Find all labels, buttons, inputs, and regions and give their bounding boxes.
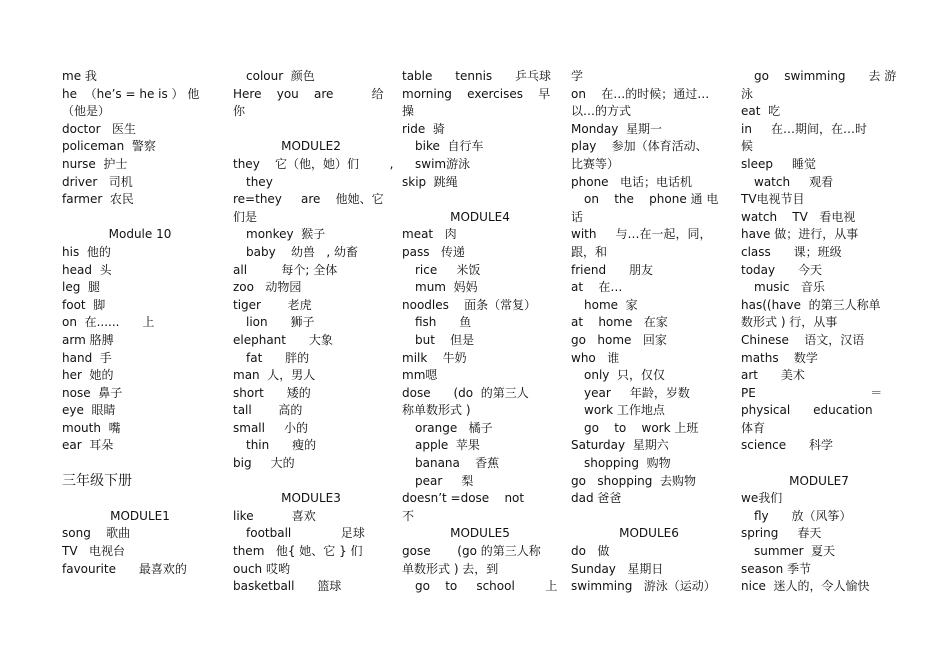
module-heading: MODULE5 bbox=[450, 526, 510, 541]
vocab-line: on 在…的时候；通过… bbox=[571, 86, 710, 101]
vocab-line: eat 吃 bbox=[741, 104, 781, 119]
vocab-line: fly 放（风筝） bbox=[754, 508, 852, 523]
vocab-line: friend 朋友 bbox=[571, 262, 653, 277]
vocab-column-1 bbox=[62, 68, 218, 578]
vocab-line: doctor 医生 bbox=[62, 121, 136, 136]
vocab-line: me 我 bbox=[62, 69, 97, 83]
vocab-line: TV 电视台 bbox=[62, 544, 125, 559]
vocab-line: banana 香蕉 bbox=[415, 456, 500, 471]
vocab-line: mum 妈妈 bbox=[415, 280, 478, 295]
vocab-line: 泳 bbox=[741, 86, 754, 101]
vocab-line: phone 电话；电话机 bbox=[571, 174, 692, 189]
vocab-line: on the phone 通 电 bbox=[584, 192, 719, 207]
vocab-line: 数形式 ) 行，从事 bbox=[741, 315, 838, 330]
vocab-line: he （he’s = he is ） 他 bbox=[62, 86, 200, 101]
vocab-line: dad 爸爸 bbox=[571, 491, 622, 506]
vocab-line: re=they are 他她、它 bbox=[233, 192, 384, 207]
vocab-line: eye 眼睛 bbox=[62, 403, 116, 418]
vocab-line: song 歌曲 bbox=[62, 526, 131, 541]
blank-line bbox=[62, 490, 218, 508]
vocab-line: pass 传递 bbox=[402, 244, 465, 259]
vocab-line: at home 在家 bbox=[571, 315, 668, 330]
vocab-line: Chinese 语文，汉语 bbox=[741, 332, 865, 347]
vocab-line: gose (go 的第三人称 bbox=[402, 544, 541, 559]
vocab-line: mouth 嘴 bbox=[62, 420, 121, 435]
vocab-line: milk 牛奶 bbox=[402, 350, 467, 365]
vocab-line: thin 瘦的 bbox=[246, 438, 317, 453]
vocab-column-2 bbox=[233, 68, 394, 596]
vocab-line: zoo 动物园 bbox=[233, 280, 302, 295]
vocab-line: spring 春天 bbox=[741, 526, 822, 541]
vocab-line: skip 跳绳 bbox=[402, 174, 458, 189]
vocab-line: year 年龄，岁数 bbox=[584, 385, 690, 400]
vocab-line: 学 bbox=[571, 69, 584, 83]
vocab-line: shopping 购物 bbox=[584, 456, 671, 471]
vocab-line: work 工作地点 bbox=[584, 403, 665, 418]
vocab-line: small 小的 bbox=[233, 420, 309, 435]
vocab-line: play 参加（体育活动、 bbox=[571, 139, 708, 154]
vocab-line: driver 司机 bbox=[62, 174, 133, 189]
vocab-line: go to work 上班 bbox=[584, 420, 699, 435]
vocab-line: man 人，男人 bbox=[233, 368, 316, 383]
vocab-line: 以…的方式 bbox=[571, 104, 632, 119]
vocab-line: at 在… bbox=[571, 280, 623, 295]
vocab-line: class 课；班级 bbox=[741, 244, 842, 259]
vocab-line: like 喜欢 bbox=[233, 508, 316, 523]
vocab-line: go home 回家 bbox=[571, 332, 667, 347]
vocab-line: leg 腿 bbox=[62, 280, 100, 295]
vocab-line: farmer 农民 bbox=[62, 192, 134, 207]
module-heading: Module 10 bbox=[108, 227, 172, 242]
vocab-line: 话 bbox=[571, 209, 584, 224]
vocab-line: watch TV 看电视 bbox=[741, 209, 856, 224]
vocab-line: nice 迷人的，令人愉快 bbox=[741, 579, 870, 594]
vocab-line: science 科学 bbox=[741, 438, 834, 453]
vocab-line: but 但是 bbox=[415, 332, 475, 347]
vocab-line: PE ＝ bbox=[741, 385, 883, 400]
vocab-line: 比赛等） bbox=[571, 156, 620, 171]
vocab-line: 候 bbox=[741, 139, 754, 154]
vocab-line: maths 数学 bbox=[741, 350, 818, 365]
vocab-line: 操 bbox=[402, 104, 415, 119]
vocab-line: big 大的 bbox=[233, 456, 295, 471]
vocab-line: on 在...... 上 bbox=[62, 315, 155, 330]
blank-line bbox=[571, 508, 727, 526]
vocab-line: tiger 老虎 bbox=[233, 297, 312, 312]
vocab-line: lion 狮子 bbox=[246, 315, 315, 330]
vocab-line: her 她的 bbox=[62, 368, 114, 383]
vocab-line: meat 肉 bbox=[402, 227, 457, 242]
vocab-line: ride 骑 bbox=[402, 121, 445, 136]
vocab-line: orange 橘子 bbox=[415, 420, 493, 435]
vocab-line: home 家 bbox=[584, 297, 638, 312]
vocab-line: nurse 护士 bbox=[62, 156, 128, 171]
vocab-line: mm嗯 bbox=[402, 368, 438, 383]
vocab-line: arm 胳膊 bbox=[62, 332, 114, 347]
blank-line bbox=[402, 191, 558, 209]
vocab-line: Sunday 星期日 bbox=[571, 561, 664, 576]
vocab-line: has((have 的第三人称单 bbox=[741, 297, 881, 312]
vocab-line: in 在…期间，在…时 bbox=[741, 121, 868, 136]
module-heading: MODULE3 bbox=[281, 491, 341, 506]
vocab-column-3 bbox=[402, 68, 558, 596]
blank-line bbox=[233, 473, 389, 491]
vocab-column-4 bbox=[571, 68, 727, 596]
vocab-line: short 矮的 bbox=[233, 385, 311, 400]
vocab-line: today 今天 bbox=[741, 262, 823, 277]
vocab-line: apple 苹果 bbox=[415, 438, 480, 453]
vocab-line: Saturday 星期六 bbox=[571, 438, 669, 453]
vocab-line: colour 颜色 bbox=[246, 69, 315, 83]
blank-line bbox=[741, 455, 897, 473]
vocab-line: （他是） bbox=[62, 104, 111, 119]
vocab-line: rice 米饭 bbox=[415, 262, 481, 277]
vocab-line: bike 自行车 bbox=[415, 139, 484, 154]
vocab-line: who 谁 bbox=[571, 350, 620, 365]
module-heading: MODULE7 bbox=[789, 473, 849, 488]
vocab-line: 不 bbox=[402, 508, 415, 523]
vocab-line: nose 鼻子 bbox=[62, 385, 123, 400]
vocab-line: them 他{ 她、它 } 们 bbox=[233, 544, 363, 559]
section-heading: 三年级下册 bbox=[62, 472, 132, 489]
vocab-line: Monday 星期一 bbox=[571, 121, 663, 136]
vocab-line: do 做 bbox=[571, 544, 610, 559]
vocab-line: go to school 上 bbox=[415, 579, 558, 594]
blank-line bbox=[233, 121, 389, 139]
vocab-line: season 季节 bbox=[741, 561, 812, 576]
vocab-line: policeman 警察 bbox=[62, 139, 156, 154]
vocab-line: have 做；进行，从事 bbox=[741, 227, 859, 242]
vocab-line: tall 高的 bbox=[233, 403, 303, 418]
vocab-line: watch 观看 bbox=[754, 174, 834, 189]
vocab-line: swimming 游泳（运动） bbox=[571, 579, 716, 594]
vocab-line: summer 夏天 bbox=[754, 544, 836, 559]
vocab-line: football 足球 bbox=[246, 526, 365, 541]
vocab-line: they 它（他，她）们 , bbox=[233, 156, 394, 171]
vocab-line: hand 手 bbox=[62, 350, 112, 365]
vocab-line: fat 胖的 bbox=[246, 350, 310, 365]
module-heading: MODULE1 bbox=[110, 508, 170, 523]
vocab-line: head 头 bbox=[62, 262, 112, 277]
vocab-line: doesn’t =dose not bbox=[402, 491, 525, 506]
vocab-line: music 音乐 bbox=[754, 280, 825, 295]
vocab-line: Here you are 给 bbox=[233, 86, 384, 101]
vocab-line: with 与…在一起，同， bbox=[571, 227, 712, 242]
vocab-line: foot 脚 bbox=[62, 297, 106, 312]
vocab-line: basketball 篮球 bbox=[233, 579, 342, 594]
vocab-line: only 只，仅仅 bbox=[584, 368, 666, 383]
vocab-line: ear 耳朵 bbox=[62, 438, 114, 453]
vocab-line: 称单数形式 ) bbox=[402, 403, 471, 418]
vocab-line: they bbox=[246, 174, 273, 189]
vocab-line: 跟，和 bbox=[571, 244, 608, 259]
vocab-line: morning exercises 早 bbox=[402, 86, 551, 101]
vocab-line: noodles 面条（常复） bbox=[402, 297, 537, 312]
vocab-line: go swimming 去 游 bbox=[754, 69, 897, 83]
module-heading: MODULE6 bbox=[619, 526, 679, 541]
vocab-line: physical education bbox=[741, 403, 873, 418]
vocab-line: baby 幼兽 , 幼畜 bbox=[246, 244, 359, 259]
vocab-line: ouch 哎哟 bbox=[233, 561, 290, 576]
vocab-line: elephant 大象 bbox=[233, 332, 333, 347]
vocab-column-5 bbox=[741, 68, 897, 596]
vocab-line: his 他的 bbox=[62, 244, 111, 259]
vocab-line: 单数形式 ) 去，到 bbox=[402, 561, 499, 576]
vocab-line: all 每个; 全体 bbox=[233, 262, 338, 277]
blank-line bbox=[62, 209, 218, 227]
module-heading: MODULE2 bbox=[281, 139, 341, 154]
vocab-line: dose (do 的第三人 bbox=[402, 385, 529, 400]
vocab-line: fish 鱼 bbox=[415, 315, 472, 330]
vocab-line: we我们 bbox=[741, 491, 783, 506]
vocab-line: sleep 睡觉 bbox=[741, 156, 817, 171]
vocab-line: TV电视节目 bbox=[741, 192, 805, 207]
vocab-line: go shopping 去购物 bbox=[571, 473, 697, 488]
vocab-line: pear 梨 bbox=[415, 473, 474, 488]
blank-line bbox=[62, 455, 218, 473]
vocab-line: monkey 猴子 bbox=[246, 227, 326, 242]
vocab-line: favourite 最喜欢的 bbox=[62, 561, 187, 576]
module-heading: MODULE4 bbox=[450, 209, 510, 224]
vocab-line: 们是 bbox=[233, 209, 258, 224]
vocab-line: 体育 bbox=[741, 420, 766, 435]
vocab-line: 你 bbox=[233, 104, 246, 119]
vocab-line: table tennis 乒乓球 bbox=[402, 69, 552, 83]
vocab-line: swim游泳 bbox=[415, 156, 471, 171]
vocab-line: art 美术 bbox=[741, 368, 805, 383]
